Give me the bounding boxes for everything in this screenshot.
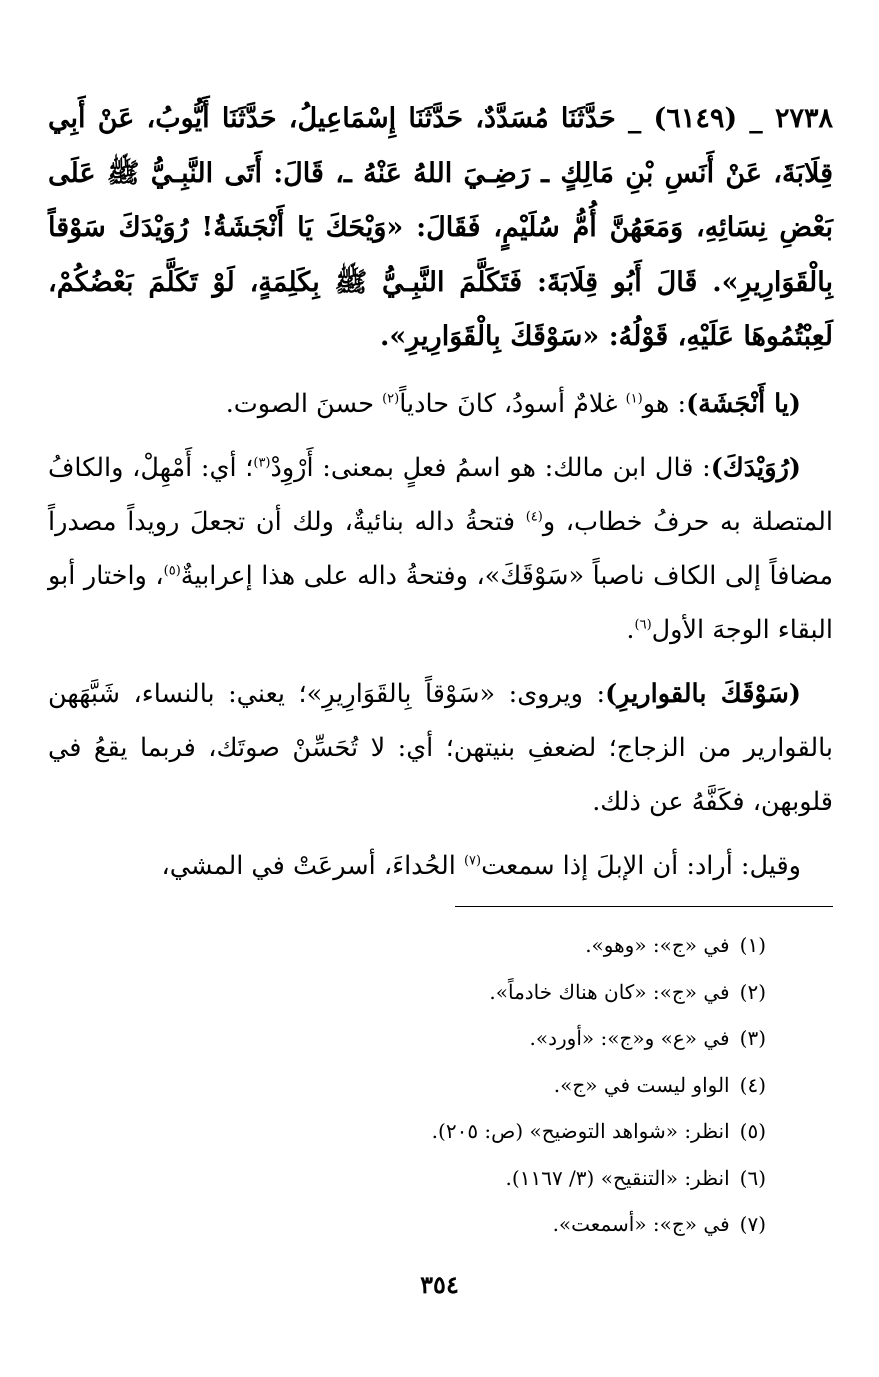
footnote-text: في «ج»: «وهو».	[585, 933, 730, 957]
commentary-paragraph-sawqaka	[48, 667, 833, 829]
footnote-text: الواو ليست في «ج».	[553, 1072, 730, 1097]
footnote-number: (٣)	[739, 1026, 766, 1050]
footnote-marker: (٥)	[163, 563, 181, 578]
commentary-term: (سَوْقَكَ بالقواريرِ)	[605, 678, 801, 709]
footnote-number: (٤)	[739, 1072, 766, 1097]
footnote-text: في «ج»: «أسمعت».	[552, 1212, 730, 1236]
commentary-term: (يا أَنْجَشَة)	[686, 388, 801, 419]
footnote-marker: (٣)	[253, 455, 271, 470]
footnote-item	[48, 922, 766, 969]
commentary-paragraph-qila	[48, 839, 833, 893]
footnote-item	[48, 1062, 766, 1109]
footnote-number: (١)	[739, 933, 766, 957]
commentary-text: .	[626, 614, 635, 645]
footnote-item	[48, 1201, 766, 1248]
footnote-marker: (٧)	[463, 853, 482, 868]
footnote-item	[48, 1108, 766, 1155]
footnote-text: انظر: «شواهد التوضيح» (ص: ٢٠٥).	[431, 1119, 730, 1143]
commentary-text: حسنَ الصوت.	[225, 388, 383, 419]
footnote-marker: (٢)	[382, 391, 400, 406]
commentary-text: : قال ابن مالك: هو اسمُ فعلٍ بمعنى: أَرْوِدْ	[270, 452, 711, 483]
footnote-number: (٦)	[739, 1165, 766, 1190]
footnote-marker: (٦)	[634, 617, 652, 632]
footnote-text: في «ج»: «كان هناك خادماً».	[489, 979, 730, 1004]
footnote-number: (٥)	[739, 1119, 766, 1143]
commentary-text: ؛ أي: أَمْهِلْ، والكافُ المتصلة به حرفُ خطاب، و	[48, 452, 833, 537]
footnote-item	[48, 1015, 766, 1062]
commentary-paragraph-ruwaydaka	[48, 441, 833, 657]
hadith-text: ٢٧٣٨ _ (٦١٤٩) _ حَدَّثَنَا مُسَدَّدٌ، حَدَّثَنَا إِسْمَاعِيلُ، حَدَّثَنَا أَيُّوبُ، عَنْ أَبِي قِلَابَةَ، عَنْ أَنَسِ بْنِ مَالِكٍ ـ رَضِـيَ اللهُ عَنْهُ ـ، قَالَ: أَتَى النَّبِـيُّ ﷺ عَلَى بَعْضِ نِسَائِهِ، وَمَعَهُنَّ أُمُّ سُلَيْمٍ، فَقَالَ: «وَيْحَكَ يَا أَنْجَشَةُ! رُوَيْدَكَ سَوْقاً بِالْقَوَارِيرِ». قَالَ أَبُو قِلَابَةَ: فَتَكَلَّمَ النَّبِـيُّ ﷺ بِكَلِمَةٍ، لَوْ تَكَلَّمَ بَعْضُكُمْ، لَعِبْتُمُوهَا عَلَيْهِ، قَوْلُهُ: «سَوْقَكَ بِالْقَوَارِيرِ».	[48, 103, 834, 352]
commentary-text: وقيل: أراد: أن الإبلَ إذا سمعت	[481, 850, 801, 881]
commentary-text: ، واختار أبو البقاء الوجهَ الأول	[48, 560, 833, 645]
commentary-text: غلامٌ أسودُ، كانَ حادياً	[399, 388, 626, 419]
footnote-number: (٧)	[739, 1212, 766, 1236]
footnote-marker: (١)	[625, 391, 643, 406]
commentary-text: : هو	[642, 388, 687, 419]
page-body	[48, 92, 833, 893]
commentary-term: (رُوَيْدَكَ)	[710, 452, 801, 483]
footnote-text: انظر: «التنقيح» (٣/ ١١٦٧).	[505, 1165, 730, 1190]
footnotes-list	[48, 922, 766, 1248]
commentary-text: فتحةُ داله بنائيةٌ، ولك أن تجعلَ رويداً مصدراً مضافاً إلى الكاف ناصباً «سَوْقَكَ»، وفتحةُ داله على هذا إعرابيةٌ	[48, 506, 833, 591]
commentary-paragraph-anjasha	[48, 377, 833, 431]
footnote-text: في «ع» و«ج»: «أورد».	[529, 1026, 730, 1050]
footnote-number: (٢)	[739, 979, 766, 1004]
footnote-marker: (٤)	[525, 509, 543, 524]
commentary-text: الحُداءَ، أسرعَتْ في المشي،	[161, 850, 464, 881]
page-number: ٣٥٤	[420, 1270, 459, 1299]
footnote-item	[48, 969, 766, 1016]
footnote-separator	[455, 906, 833, 907]
commentary-text: : ويروى: «سَوْقاً بِالقَوَارِيرِ»؛ يعني: بالنساء، شَبَّهَهن بالقوارير من الزجاج؛ لضعفِ بنيتهن؛ أي: لا تُحَسِّنْ صوتَك، فربما يقعُ في قلوبهن، فكَفَّهُ عن ذلك.	[48, 678, 833, 817]
footnote-item	[48, 1155, 766, 1202]
